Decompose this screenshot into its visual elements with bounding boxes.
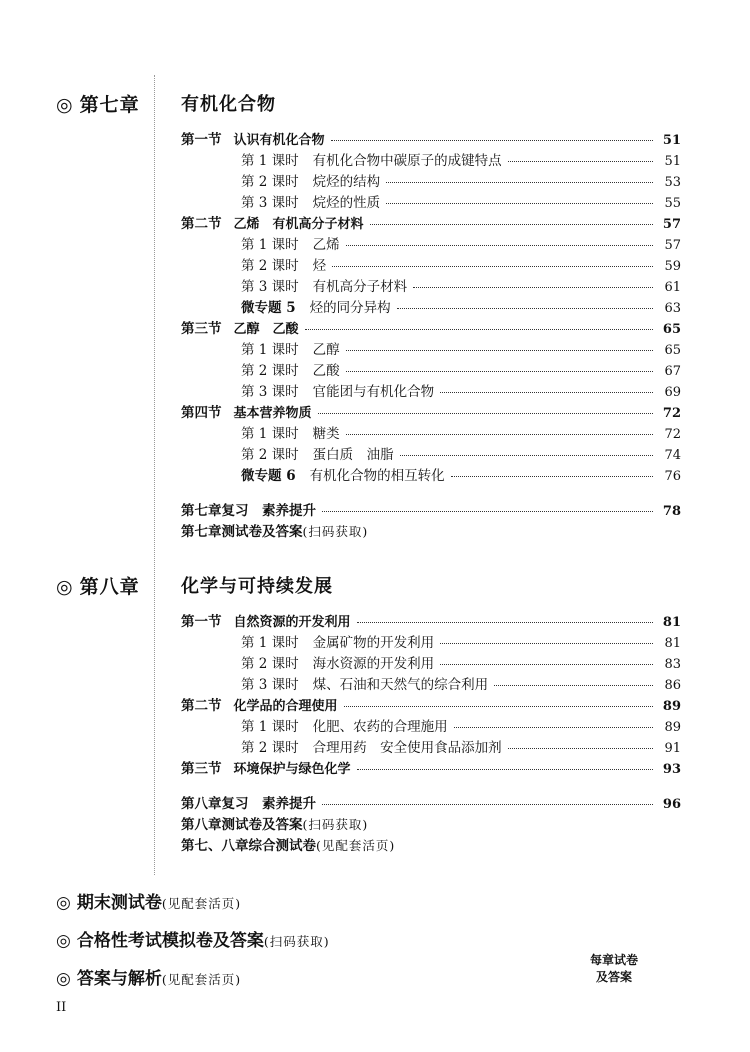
toc-entry-label: [241, 296, 391, 316]
dot-leader: [357, 622, 653, 623]
chapter-test-row[interactable]: [181, 520, 681, 540]
toc-lesson-row[interactable]: [181, 652, 681, 672]
toc-lesson-row[interactable]: [181, 443, 681, 463]
toc-lesson-row[interactable]: [181, 233, 681, 253]
toc-entry-name: 乙烯 有机高分子材料: [233, 217, 364, 232]
toc-entry-number: 微专题 5: [241, 300, 296, 316]
toc-page-number: 76: [664, 469, 681, 484]
toc-entry-label: [241, 631, 434, 651]
toc-entry-name: 有机化合物的相互转化: [309, 468, 445, 484]
toc-entry-label: [181, 317, 299, 337]
toc-lesson-row[interactable]: [181, 191, 681, 211]
toc-entry-label: [241, 715, 448, 735]
toc-entry-name: 官能团与有机化合物: [312, 384, 435, 400]
dot-leader: [305, 329, 653, 330]
toc-section-row[interactable]: [181, 128, 681, 148]
toc-entry-number: 第 2 课时: [241, 447, 299, 463]
toc-lesson-row[interactable]: [181, 254, 681, 274]
toc-entry-number: 第 2 课时: [241, 363, 299, 379]
chapter-8-tag: ◎ 第八章: [56, 576, 140, 598]
dot-leader: [346, 245, 653, 246]
dot-leader: [440, 392, 653, 393]
toc-page-number: 63: [664, 301, 681, 316]
toc-page-number: 89: [662, 699, 681, 714]
chapter-test-label: 第七章测试卷及答案: [181, 524, 303, 540]
toc-entry-label: [181, 694, 338, 714]
toc-entry-name: 烃: [312, 258, 327, 274]
toc-entry-label: [241, 149, 502, 169]
toc-section-row[interactable]: [181, 317, 681, 337]
toc-entry-label: [241, 464, 445, 484]
toc-entry-name: 自然资源的开发利用: [233, 615, 351, 630]
dot-leader: [451, 476, 653, 477]
toc-page-number: 55: [664, 196, 681, 211]
chapter-8-title: 化学与可持续发展: [181, 576, 333, 597]
toc-page-number: 51: [662, 133, 681, 148]
toc-lesson-row[interactable]: [181, 380, 681, 400]
dot-leader: [346, 371, 653, 372]
chapter-test-label: 第八章测试卷及答案: [181, 817, 303, 833]
toc-entry-name: 认识有机化合物: [233, 133, 325, 148]
toc-entry-label: [241, 254, 326, 274]
toc-entry-number: 第 2 课时: [241, 740, 299, 756]
toc-page-number: 86: [664, 678, 681, 693]
toc-page-number: 61: [664, 280, 681, 295]
chapter-test-note: (扫码获取): [302, 817, 369, 832]
toc-entry-number: 第 1 课时: [241, 635, 299, 651]
chapter-review-row[interactable]: [181, 499, 681, 519]
toc-entry-number: 第 2 课时: [241, 174, 299, 190]
chapter-7-tag: ◎ 第七章: [56, 94, 140, 116]
toc-entry-number: 第一节: [181, 614, 222, 630]
chapter-test-note: (扫码获取): [302, 524, 369, 539]
toc-entry-number: 第 1 课时: [241, 342, 299, 358]
toc-page-number: 89: [664, 720, 681, 735]
toc-entry-name: 烷烃的性质: [312, 195, 381, 211]
toc-entry-name: 化肥、农药的合理施用: [312, 719, 448, 735]
toc-page-number: 72: [664, 427, 681, 442]
toc-entry-name: 基本营养物质: [233, 406, 312, 421]
dot-leader: [357, 769, 653, 770]
toc-lesson-row[interactable]: [181, 149, 681, 169]
toc-entry-label: [181, 401, 312, 421]
toc-entry-name: 金属矿物的开发利用: [312, 635, 435, 651]
toc-entry-label: [241, 338, 340, 358]
ring-icon: ◎: [56, 94, 74, 116]
toc-entry-number: 第 3 课时: [241, 195, 299, 211]
toc-entry-number: 第 3 课时: [241, 279, 299, 295]
toc-page-number: 78: [662, 504, 681, 519]
toc-page-number: 81: [664, 636, 681, 651]
dot-leader: [344, 706, 653, 707]
toc-page-number: 91: [664, 741, 681, 756]
toc-entry-number: 第 2 课时: [241, 656, 299, 672]
toc-entry-label: [241, 275, 407, 295]
ring-icon: ◎: [56, 969, 71, 989]
toc-page-number: 69: [664, 385, 681, 400]
chapter-7-title: 有机化合物: [181, 94, 276, 115]
toc-page-number: 51: [664, 154, 681, 169]
vertical-dotted-divider: [154, 75, 155, 875]
dot-leader: [318, 413, 653, 414]
toc-entry-name: 烃的同分异构: [309, 300, 391, 316]
page-number: II: [56, 1000, 67, 1015]
toc-page-number: 59: [664, 259, 681, 274]
mock-exam-item[interactable]: ◎ 合格性考试模拟卷及答案(扫码获取): [56, 931, 330, 951]
toc-entry-number: 第二节: [181, 216, 222, 232]
combined-test-label: 第七、八章综合测试卷: [181, 838, 316, 854]
answers-item[interactable]: ◎ 答案与解析(见配套活页): [56, 969, 242, 989]
toc-lesson-row[interactable]: [181, 464, 681, 484]
toc-lesson-row[interactable]: [181, 275, 681, 295]
dot-leader: [440, 643, 653, 644]
dot-leader: [386, 182, 653, 183]
chapter-review-label: 第八章复习 素养提升: [181, 796, 316, 812]
dot-leader: [508, 748, 653, 749]
toc-entry-label: [241, 359, 340, 379]
chapter-test-row[interactable]: [181, 813, 681, 833]
toc-entry-number: 第 1 课时: [241, 719, 299, 735]
dot-leader: [346, 350, 653, 351]
toc-page-number: 57: [664, 238, 681, 253]
dot-leader: [370, 224, 653, 225]
toc-entry-number: 第 1 课时: [241, 237, 299, 253]
toc-entry-number: 第三节: [181, 761, 222, 777]
toc-entry-label: [241, 652, 434, 672]
ring-icon: ◎: [56, 576, 74, 598]
toc-lesson-row[interactable]: [181, 422, 681, 442]
dot-leader: [454, 727, 653, 728]
toc-entry-label: [241, 170, 380, 190]
dot-leader: [494, 685, 653, 686]
toc-entry-name: 乙醇: [312, 342, 340, 358]
toc-page-number: 81: [662, 615, 681, 630]
toc-section-row[interactable]: [181, 694, 681, 714]
dot-leader: [397, 308, 653, 309]
toc-entry-name: 乙酸: [312, 363, 340, 379]
toc-entry-label: [181, 757, 351, 777]
chapter-review-row[interactable]: [181, 792, 681, 812]
toc-entry-name: 煤、石油和天然气的综合利用: [312, 677, 489, 693]
final-exam-item[interactable]: ◎ 期末测试卷(见配套活页): [56, 893, 242, 913]
toc-entry-number: 第 2 课时: [241, 258, 299, 274]
toc-section-row[interactable]: [181, 401, 681, 421]
toc-page-number: 67: [664, 364, 681, 379]
toc-page-number: 65: [664, 343, 681, 358]
toc-page-number: 72: [662, 406, 681, 421]
toc-entry-number: 第 3 课时: [241, 384, 299, 400]
toc-entry-name: 合理用药 安全使用食品添加剂: [312, 740, 502, 756]
dot-leader: [346, 434, 653, 435]
toc-section-row[interactable]: [181, 610, 681, 630]
ring-icon: ◎: [56, 931, 71, 951]
toc-lesson-row[interactable]: [181, 673, 681, 693]
dot-leader: [331, 140, 653, 141]
toc-page-number: 93: [662, 762, 681, 777]
dot-leader: [508, 161, 653, 162]
toc-page-number: 53: [664, 175, 681, 190]
ring-icon: ◎: [56, 893, 71, 913]
toc-entry-name: 乙醇 乙酸: [233, 322, 299, 337]
toc-entry-label: [181, 128, 325, 148]
toc-lesson-row[interactable]: [181, 338, 681, 358]
toc-entry-name: 烷烃的结构: [312, 174, 381, 190]
toc-page-number: 83: [664, 657, 681, 672]
toc-entry-name: 蛋白质 油脂: [312, 447, 394, 463]
toc-entry-label: [241, 443, 394, 463]
toc-lesson-row[interactable]: [181, 736, 681, 756]
dot-leader: [322, 511, 653, 512]
toc-entry-name: 海水资源的开发利用: [312, 656, 435, 672]
dot-leader: [440, 664, 653, 665]
toc-entry-name: 环境保护与绿色化学: [233, 762, 351, 777]
toc-entry-label: [241, 380, 434, 400]
dot-leader: [322, 804, 653, 805]
toc-entry-number: 微专题 6: [241, 468, 296, 484]
dot-leader: [413, 287, 653, 288]
toc-entry-name: 化学品的合理使用: [233, 699, 338, 714]
toc-entry-number: 第 1 课时: [241, 153, 299, 169]
toc-entry-label: [241, 233, 340, 253]
toc-page-number: 57: [662, 217, 681, 232]
combined-test-row[interactable]: [181, 834, 681, 854]
toc-entry-label: [241, 673, 488, 693]
toc-lesson-row[interactable]: [181, 631, 681, 651]
toc-lesson-row[interactable]: [181, 715, 681, 735]
toc-entry-number: 第 3 课时: [241, 677, 299, 693]
toc-lesson-row[interactable]: [181, 170, 681, 190]
dot-leader: [386, 203, 653, 204]
dot-leader: [332, 266, 653, 267]
toc-entry-number: 第一节: [181, 132, 222, 148]
toc-lesson-row[interactable]: [181, 359, 681, 379]
toc-entry-number: 第四节: [181, 405, 222, 421]
toc-entry-label: [181, 610, 351, 630]
toc-entry-name: 有机化合物中碳原子的成键特点: [312, 153, 502, 169]
toc-page-number: 96: [662, 797, 681, 812]
toc-entry-label: [241, 736, 502, 756]
toc-entry-name: 糖类: [312, 426, 340, 442]
toc-entry-number: 第二节: [181, 698, 222, 714]
toc-section-row[interactable]: [181, 212, 681, 232]
toc-entry-number: 第三节: [181, 321, 222, 337]
toc-entry-label: [181, 212, 364, 232]
toc-page-number: 65: [662, 322, 681, 337]
combined-test-note: (见配套活页): [316, 838, 396, 853]
toc-entry-label: [241, 191, 380, 211]
toc-entry-label: [241, 422, 340, 442]
dot-leader: [400, 455, 653, 456]
toc-page-number: 74: [664, 448, 681, 463]
toc-entry-number: 第 1 课时: [241, 426, 299, 442]
toc-section-row[interactable]: [181, 757, 681, 777]
side-note: 每章试卷 及答案: [589, 953, 638, 984]
chapter-review-label: 第七章复习 素养提升: [181, 503, 316, 519]
toc-lesson-row[interactable]: [181, 296, 681, 316]
toc-entry-name: 有机高分子材料: [312, 279, 408, 295]
toc-entry-name: 乙烯: [312, 237, 340, 253]
